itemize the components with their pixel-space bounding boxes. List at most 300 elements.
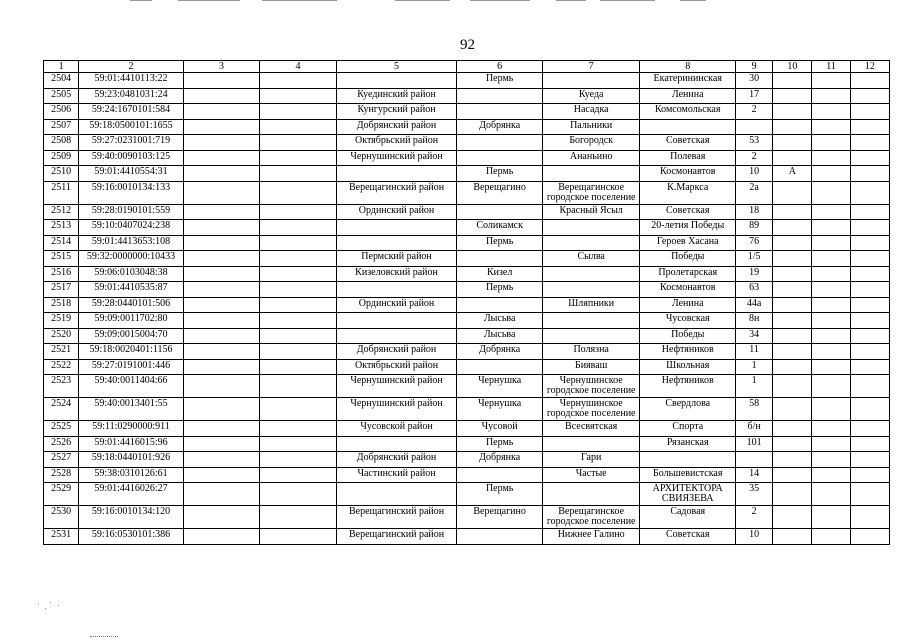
- table-cell-col-5: Чернушинский район: [336, 375, 457, 398]
- table-cell-col-1: 2506: [44, 104, 79, 120]
- table-cell-col-2: 59:01:4410554:31: [79, 166, 184, 182]
- table-cell-col-8: [640, 119, 736, 135]
- table-cell-col-3: [183, 483, 259, 506]
- table-cell-col-1: 2521: [44, 344, 79, 360]
- table-row: [44, 344, 890, 360]
- table-cell-col-3: [183, 282, 259, 298]
- table-cell-col-8: 20-летия Победы: [640, 220, 736, 236]
- table-cell-col-6: Соликамск: [457, 220, 543, 236]
- table-cell-col-4: [260, 297, 336, 313]
- table-row: [44, 204, 890, 220]
- table-cell-col-6: Пермь: [457, 282, 543, 298]
- table-cell-col-3: [183, 398, 259, 421]
- table-cell-col-1: 2527: [44, 452, 79, 468]
- table-cell-col-6: Пермь: [457, 483, 543, 506]
- table-row: [44, 328, 890, 344]
- table-cell-col-7: [542, 436, 640, 452]
- table-cell-col-11: [812, 266, 850, 282]
- table-cell-col-9: [736, 452, 773, 468]
- table-cell-col-6: [457, 135, 543, 151]
- scan-artifact-line: [262, 0, 337, 1]
- table-cell-col-8: Космонавтов: [640, 282, 736, 298]
- table-cell-col-8: Советская: [640, 529, 736, 545]
- table-row: [44, 297, 890, 313]
- table-cell-col-11: [812, 282, 850, 298]
- table-cell-col-1: 2504: [44, 73, 79, 89]
- table-cell-col-4: [260, 506, 336, 529]
- column-header-9: 9: [736, 61, 773, 73]
- table-cell-col-9: 35: [736, 483, 773, 506]
- table-cell-col-1: 2514: [44, 235, 79, 251]
- table-cell-col-1: 2518: [44, 297, 79, 313]
- scan-dots: [36, 602, 76, 610]
- table-cell-col-3: [183, 344, 259, 360]
- table-cell-col-2: 59:28:0190101:559: [79, 204, 184, 220]
- table-cell-col-8: Космонавтов: [640, 166, 736, 182]
- table-cell-col-9: 34: [736, 328, 773, 344]
- table-cell-col-12: [850, 73, 889, 89]
- table-cell-col-8: Спорта: [640, 421, 736, 437]
- table-cell-col-7: [542, 313, 640, 329]
- table-cell-col-2: 59:10:0407024:238: [79, 220, 184, 236]
- table-cell-col-4: [260, 88, 336, 104]
- table-cell-col-8: Пролетарская: [640, 266, 736, 282]
- table-cell-col-3: [183, 328, 259, 344]
- table-cell-col-5: Кизеловский район: [336, 266, 457, 282]
- table-cell-col-3: [183, 452, 259, 468]
- table-cell-col-7: Нижнее Галино: [542, 529, 640, 545]
- table-cell-col-10: [773, 344, 812, 360]
- table-cell-col-12: [850, 119, 889, 135]
- table-cell-col-7: [542, 375, 640, 398]
- table-cell-col-3: [183, 297, 259, 313]
- table-cell-col-5: [336, 483, 457, 506]
- table-cell-col-1: 2511: [44, 181, 79, 204]
- table-cell-col-2: 59:16:0010134:133: [79, 181, 184, 204]
- column-header-2: 2: [79, 61, 184, 73]
- table-cell-col-3: [183, 359, 259, 375]
- table-cell-col-8: Героев Хасана: [640, 235, 736, 251]
- table-cell-col-2: 59:28:0440101:506: [79, 297, 184, 313]
- table-cell-col-4: [260, 166, 336, 182]
- table-cell-col-2: 59:40:0011404:66: [79, 375, 184, 398]
- table-cell-col-9: 89: [736, 220, 773, 236]
- table-cell-col-9: 1: [736, 359, 773, 375]
- table-cell-col-9: 1: [736, 375, 773, 398]
- table-row: [44, 483, 890, 506]
- cell-line: городское поселение: [546, 191, 636, 203]
- table-row: [44, 506, 890, 529]
- scan-artifact-line: [178, 0, 240, 1]
- table-cell-col-4: [260, 452, 336, 468]
- table-cell-col-12: [850, 421, 889, 437]
- table-cell-col-7: Частые: [542, 467, 640, 483]
- table-cell-col-5: [336, 436, 457, 452]
- table-row: [44, 313, 890, 329]
- table-cell-col-12: [850, 506, 889, 529]
- cell-line: городское поселение: [546, 385, 636, 396]
- cell-line: СВИЯЗЕВА: [661, 493, 714, 504]
- table-cell-col-9: 2а: [736, 181, 773, 204]
- table-row: [44, 220, 890, 236]
- table-cell-col-8: [640, 483, 736, 506]
- cell-line: городское поселение: [546, 516, 636, 527]
- cell-line: городское поселение: [546, 408, 636, 419]
- table-cell-col-10: [773, 181, 812, 204]
- table-cell-col-2: 59:01:4416015:96: [79, 436, 184, 452]
- table-cell-col-6: Лысьва: [457, 313, 543, 329]
- table-cell-col-2: 59:23:0481031:24: [79, 88, 184, 104]
- table-cell-col-6: Кизел: [457, 266, 543, 282]
- table-cell-col-6: Верещагино: [457, 181, 543, 204]
- table-row: [44, 235, 890, 251]
- table-cell-col-10: [773, 135, 812, 151]
- table-cell-col-1: 2512: [44, 204, 79, 220]
- table-cell-col-8: К.Маркса: [640, 181, 736, 204]
- table-row: [44, 181, 890, 204]
- table-cell-col-1: 2509: [44, 150, 79, 166]
- table-cell-col-8: Школьная: [640, 359, 736, 375]
- table-cell-col-2: 59:01:4413653:108: [79, 235, 184, 251]
- table-cell-col-3: [183, 436, 259, 452]
- table-cell-col-11: [812, 204, 850, 220]
- cell-line: Чернушинское: [559, 375, 623, 386]
- table-cell-col-5: Чернушинский район: [336, 398, 457, 421]
- table-cell-col-12: [850, 313, 889, 329]
- table-cell-col-1: 2528: [44, 467, 79, 483]
- table-cell-col-7: [542, 282, 640, 298]
- table-cell-col-9: 10: [736, 529, 773, 545]
- table-cell-col-4: [260, 282, 336, 298]
- table-cell-col-6: Лысьва: [457, 328, 543, 344]
- table-cell-col-2: 59:40:0090103:125: [79, 150, 184, 166]
- table-cell-col-10: А: [773, 166, 812, 182]
- table-cell-col-3: [183, 235, 259, 251]
- table-cell-col-5: [336, 235, 457, 251]
- table-cell-col-5: Частинский район: [336, 467, 457, 483]
- table-cell-col-5: Верещагинский район: [336, 529, 457, 545]
- table-cell-col-5: Добрянский район: [336, 119, 457, 135]
- table-cell-col-2: 59:32:0000000:10433: [79, 251, 184, 267]
- table-cell-col-5: Ординский район: [336, 297, 457, 313]
- table-cell-col-11: [812, 344, 850, 360]
- table-cell-col-4: [260, 344, 336, 360]
- table-cell-col-2: 59:40:0013401:55: [79, 398, 184, 421]
- table-row: [44, 359, 890, 375]
- table-cell-col-10: [773, 119, 812, 135]
- table-cell-col-8: Рязанская: [640, 436, 736, 452]
- table-cell-col-6: [457, 88, 543, 104]
- table-cell-col-2: 59:06:0103048:38: [79, 266, 184, 282]
- table-cell-col-5: Кунгурский район: [336, 104, 457, 120]
- table-cell-col-7: Ананьино: [542, 150, 640, 166]
- table-cell-col-7: [542, 166, 640, 182]
- table-cell-col-3: [183, 467, 259, 483]
- table-cell-col-10: [773, 251, 812, 267]
- table-cell-col-12: [850, 88, 889, 104]
- table-cell-col-2: 59:38:0310126:61: [79, 467, 184, 483]
- table-cell-col-2: 59:24:1670101:584: [79, 104, 184, 120]
- table-cell-col-12: [850, 375, 889, 398]
- table-cell-col-5: [336, 313, 457, 329]
- table-cell-col-6: [457, 150, 543, 166]
- table-cell-col-4: [260, 359, 336, 375]
- table-cell-col-2: 59:18:0020401:1156: [79, 344, 184, 360]
- table-cell-col-1: 2526: [44, 436, 79, 452]
- table-cell-col-9: 11: [736, 344, 773, 360]
- table-cell-col-1: 2505: [44, 88, 79, 104]
- table-row: [44, 88, 890, 104]
- table-row: [44, 436, 890, 452]
- column-header-3: 3: [183, 61, 259, 73]
- table-cell-col-8: Ленина: [640, 88, 736, 104]
- table-cell-col-3: [183, 421, 259, 437]
- table-cell-col-6: Пермь: [457, 166, 543, 182]
- table-cell-col-3: [183, 204, 259, 220]
- table-cell-col-5: Чусовской район: [336, 421, 457, 437]
- table-cell-col-5: [336, 166, 457, 182]
- table-cell-col-10: [773, 104, 812, 120]
- table-row: [44, 251, 890, 267]
- table-cell-col-4: [260, 375, 336, 398]
- table-cell-col-6: Пермь: [457, 73, 543, 89]
- table-cell-col-7: [542, 220, 640, 236]
- column-header-5: 5: [336, 61, 457, 73]
- table-cell-col-4: [260, 467, 336, 483]
- table-cell-col-7: Пальники: [542, 119, 640, 135]
- table-cell-col-2: 59:01:4410113:22: [79, 73, 184, 89]
- table-cell-col-10: [773, 235, 812, 251]
- table-cell-col-1: 2519: [44, 313, 79, 329]
- table-cell-col-10: [773, 398, 812, 421]
- table-cell-col-12: [850, 266, 889, 282]
- table-cell-col-2: 59:11:0290000:911: [79, 421, 184, 437]
- table-cell-col-12: [850, 181, 889, 204]
- table-row: [44, 421, 890, 437]
- scan-artifact-line: [680, 0, 706, 1]
- table-cell-col-12: [850, 398, 889, 421]
- table-cell-col-10: [773, 421, 812, 437]
- table-cell-col-6: [457, 104, 543, 120]
- table-cell-col-10: [773, 204, 812, 220]
- table-cell-col-11: [812, 452, 850, 468]
- table-cell-col-5: Добрянский район: [336, 452, 457, 468]
- table-row: [44, 375, 890, 398]
- table-cell-col-12: [850, 235, 889, 251]
- table-cell-col-11: [812, 398, 850, 421]
- table-cell-col-3: [183, 266, 259, 282]
- column-header-7: 7: [542, 61, 640, 73]
- table-cell-col-7: Бияваш: [542, 359, 640, 375]
- table-cell-col-1: 2523: [44, 375, 79, 398]
- table-cell-col-2: 59:01:4416026:27: [79, 483, 184, 506]
- table-cell-col-4: [260, 483, 336, 506]
- table-cell-col-7: Красный Ясыл: [542, 204, 640, 220]
- table-cell-col-7: Шляпники: [542, 297, 640, 313]
- table-cell-col-10: [773, 266, 812, 282]
- table-cell-col-5: [336, 220, 457, 236]
- table-cell-col-3: [183, 181, 259, 204]
- table-cell-col-8: [640, 452, 736, 468]
- table-cell-col-7: [542, 266, 640, 282]
- column-header-6: 6: [457, 61, 543, 73]
- cell-line: Верещагинское: [558, 506, 625, 517]
- table-cell-col-8: Чусовская: [640, 313, 736, 329]
- table-row: [44, 150, 890, 166]
- registry-table: [43, 60, 890, 545]
- table-cell-col-11: [812, 73, 850, 89]
- column-header-12: 12: [850, 61, 889, 73]
- table-row: [44, 135, 890, 151]
- table-cell-col-12: [850, 135, 889, 151]
- table-cell-col-8: Свердлова: [640, 398, 736, 421]
- table-cell-col-1: 2516: [44, 266, 79, 282]
- table-row: [44, 73, 890, 89]
- table-cell-col-6: Добрянка: [457, 452, 543, 468]
- table-cell-col-6: Добрянка: [457, 119, 543, 135]
- table-cell-col-9: 14: [736, 467, 773, 483]
- table-cell-col-10: [773, 150, 812, 166]
- table-cell-col-3: [183, 166, 259, 182]
- table-cell-col-12: [850, 104, 889, 120]
- table-cell-col-8: Советская: [640, 135, 736, 151]
- table-cell-col-10: [773, 359, 812, 375]
- table-cell-col-2: 59:01:4410535:87: [79, 282, 184, 298]
- table-cell-col-8: Нефтяников: [640, 344, 736, 360]
- table-cell-col-5: Октябрьский район: [336, 135, 457, 151]
- table-cell-col-4: [260, 204, 336, 220]
- table-cell-col-12: [850, 282, 889, 298]
- cell-line: Чернушинское: [559, 398, 623, 409]
- table-cell-col-10: [773, 436, 812, 452]
- table-cell-col-9: 17: [736, 88, 773, 104]
- table-cell-col-9: 44а: [736, 297, 773, 313]
- table-cell-col-7: Гари: [542, 452, 640, 468]
- table-cell-col-12: [850, 150, 889, 166]
- table-cell-col-11: [812, 135, 850, 151]
- column-header-1: 1: [44, 61, 79, 73]
- table-cell-col-5: Верещагинский район: [336, 506, 457, 529]
- table-cell-col-11: [812, 483, 850, 506]
- table-cell-col-6: [457, 297, 543, 313]
- table-cell-col-1: 2510: [44, 166, 79, 182]
- table-cell-col-8: Полевая: [640, 150, 736, 166]
- table-cell-col-9: 19: [736, 266, 773, 282]
- table-cell-col-11: [812, 88, 850, 104]
- table-row: [44, 398, 890, 421]
- table-cell-col-11: [812, 421, 850, 437]
- table-cell-col-9: 58: [736, 398, 773, 421]
- table-cell-col-12: [850, 251, 889, 267]
- table-cell-col-12: [850, 204, 889, 220]
- table-cell-col-7: Сылва: [542, 251, 640, 267]
- table-row: [44, 282, 890, 298]
- table-cell-col-10: [773, 328, 812, 344]
- table-cell-col-3: [183, 119, 259, 135]
- table-cell-col-4: [260, 328, 336, 344]
- table-cell-col-1: 2508: [44, 135, 79, 151]
- table-cell-col-7: [542, 73, 640, 89]
- table-row: [44, 467, 890, 483]
- column-header-10: 10: [773, 61, 812, 73]
- table-cell-col-4: [260, 421, 336, 437]
- cell-line: АРХИТЕКТОРА: [652, 483, 723, 494]
- table-cell-col-8: Екатерининская: [640, 73, 736, 89]
- table-cell-col-12: [850, 467, 889, 483]
- table-cell-col-9: 63: [736, 282, 773, 298]
- scan-artifact-line: [600, 0, 655, 1]
- table-cell-col-10: [773, 220, 812, 236]
- table-cell-col-9: 30: [736, 73, 773, 89]
- table-body: [44, 73, 890, 545]
- table-cell-col-12: [850, 436, 889, 452]
- table-cell-col-3: [183, 73, 259, 89]
- table-cell-col-3: [183, 88, 259, 104]
- table-cell-col-11: [812, 436, 850, 452]
- table-cell-col-9: 101: [736, 436, 773, 452]
- table-cell-col-10: [773, 529, 812, 545]
- table-cell-col-2: 59:09:0015004:70: [79, 328, 184, 344]
- table-cell-col-1: 2515: [44, 251, 79, 267]
- table-cell-col-12: [850, 166, 889, 182]
- table-cell-col-2: 59:16:0530101:386: [79, 529, 184, 545]
- table-cell-col-3: [183, 135, 259, 151]
- table-cell-col-2: 59:27:0191001:446: [79, 359, 184, 375]
- table-cell-col-11: [812, 220, 850, 236]
- table-cell-col-7: [542, 235, 640, 251]
- table-cell-col-5: [336, 328, 457, 344]
- table-cell-col-8: Большевистская: [640, 467, 736, 483]
- table-cell-col-8: Нефтяников: [640, 375, 736, 398]
- table-cell-col-4: [260, 135, 336, 151]
- table-cell-col-9: 2: [736, 506, 773, 529]
- table-cell-col-4: [260, 266, 336, 282]
- table-cell-col-4: [260, 104, 336, 120]
- table-cell-col-4: [260, 251, 336, 267]
- table-cell-col-12: [850, 452, 889, 468]
- table-cell-col-5: Верещагинский район: [336, 181, 457, 204]
- table-cell-col-2: 59:18:0440101:926: [79, 452, 184, 468]
- scan-artifact-line: [556, 0, 586, 1]
- table-cell-col-9: 76: [736, 235, 773, 251]
- table-cell-col-6: Чусовой: [457, 421, 543, 437]
- table-row: [44, 104, 890, 120]
- table-cell-col-1: 2530: [44, 506, 79, 529]
- table-cell-col-7: [542, 398, 640, 421]
- table-cell-col-6: [457, 467, 543, 483]
- table-cell-col-10: [773, 467, 812, 483]
- table-cell-col-11: [812, 150, 850, 166]
- table-cell-col-5: Пермский район: [336, 251, 457, 267]
- table-cell-col-2: 59:18:0500101:1655: [79, 119, 184, 135]
- table-row: [44, 529, 890, 545]
- table-cell-col-11: [812, 119, 850, 135]
- table-cell-col-6: Добрянка: [457, 344, 543, 360]
- table-cell-col-3: [183, 529, 259, 545]
- table-cell-col-10: [773, 282, 812, 298]
- table-cell-col-7: Богородск: [542, 135, 640, 151]
- table-cell-col-9: 2: [736, 104, 773, 120]
- table-cell-col-6: Пермь: [457, 235, 543, 251]
- table-cell-col-7: Всесвятская: [542, 421, 640, 437]
- table-cell-col-8: Садовая: [640, 506, 736, 529]
- table-cell-col-9: 18: [736, 204, 773, 220]
- table-cell-col-11: [812, 166, 850, 182]
- table-cell-col-4: [260, 235, 336, 251]
- scan-artifact-line: [395, 0, 450, 1]
- table-cell-col-2: 59:16:0010134:120: [79, 506, 184, 529]
- table-cell-col-4: [260, 313, 336, 329]
